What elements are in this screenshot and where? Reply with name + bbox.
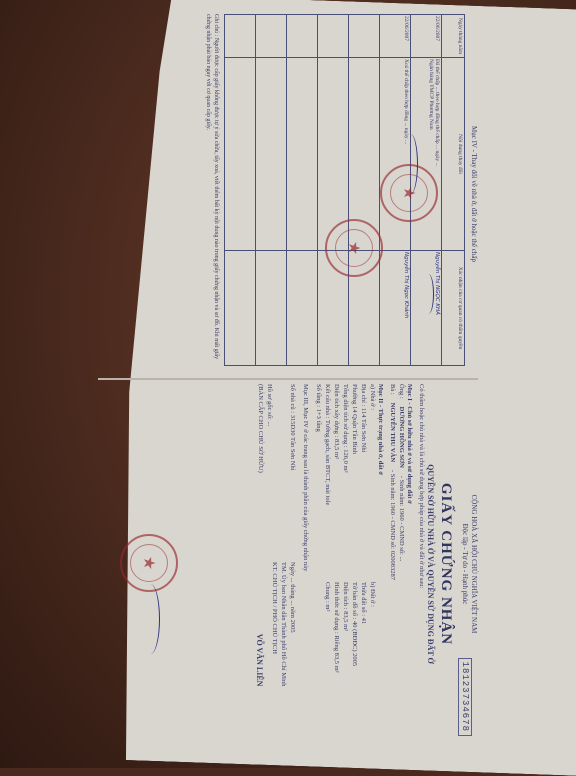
empty-cell [225, 58, 256, 251]
house-heading: a) Nhà ở : [369, 384, 376, 410]
row1-date: 22/06/2007 [411, 15, 442, 58]
records-column [255, 384, 297, 554]
owner2-row [388, 384, 397, 744]
footnote: Ghi chú : Người được cấp giấy không được tự ý sửa chữa, tẩy xoá, viết thêm bất kỳ nội dung nào trong giấy chứng nhận và sơ đồ. Khi mất giấy chứng nhận phải báo ngay với cơ quan cấp giấy. [205, 14, 219, 360]
empty-cell [349, 15, 380, 58]
certificate-spread [98, 14, 478, 754]
row2-officer: Nguyễn Thị Ngọc Khánh [380, 251, 411, 366]
land-column [314, 582, 377, 673]
land-area: Diện tích : 83,5 m² [342, 582, 349, 632]
col-date-header: Ngày tháng năm [442, 15, 465, 58]
empty-cell [287, 15, 318, 58]
signer-name: VÕ VĂN LIÊN [255, 633, 264, 687]
owner1-info: - Sinh năm: 1960 - CMND số: ... [398, 475, 405, 562]
registry-number: Hồ sơ gốc số: ... [266, 384, 273, 427]
signature [403, 134, 418, 194]
col-confirm-header: Xác nhận của cơ quan có thẩm quyền [442, 251, 465, 366]
issuing-authority: TM. Ủy ban Nhân dân Thành phố Hồ Chí Minh [280, 562, 287, 687]
issue-date: Ngày ... tháng ... năm 2005 [289, 562, 296, 633]
motto: Độc lập - Tự do - Hạnh phúc [461, 523, 469, 605]
row1-content-text: Đã thế chấp ... theo hợp đồng thế chấp ... ngày ... [434, 59, 440, 167]
floor-count: Số tầng : 1+3 tầng [315, 384, 322, 432]
status-columns [314, 384, 377, 744]
owner2-label: Bà : [389, 384, 396, 395]
house-column [314, 384, 377, 574]
page-fold [98, 378, 478, 380]
intro-text: Có thẩm hoặc chủ nhà và là chủ sử dụng hợp pháp của nhà ở và đất ở như sau: [418, 384, 425, 589]
col-content-header: Nội dung thay đổi [442, 58, 465, 251]
old-house-number: Số nhà cũ : 315D30 Tân Sơn Nhì [289, 384, 296, 471]
copy-note: (BẢN CẤP CHO CHỦ SỞ HỮU) [257, 384, 264, 473]
signature-block [255, 562, 297, 686]
empty-cell [256, 15, 287, 58]
row1-officer: Nguyễn Thị NGỌC KHÁ [411, 251, 442, 366]
empty-cell [287, 251, 318, 366]
structure: Kết cấu nhà : Tường gạch, sàn BTCT, mái tole [324, 384, 331, 506]
owners-section-title: Mục I - Chủ sở hữu nhà ở và sử dụng đất ở [406, 384, 413, 504]
row2-content: Xoá thế chấp theo hợp đồng ... ngày ... [380, 58, 411, 251]
certificate-page [98, 384, 478, 744]
empty-cell [318, 15, 349, 58]
empty-cell [225, 251, 256, 366]
parcel-number: Thửa đất số : 41 [360, 582, 367, 625]
star-icon: ★ [400, 185, 417, 201]
authority-role: KT. CHỦ TỊCH / PHÓ CHỦ TỊCH [271, 562, 278, 654]
empty-cell [287, 58, 318, 251]
signature [141, 584, 160, 654]
owner2-info: - Sinh năm: 1960 - CMND số: 020083287 [389, 470, 396, 580]
serial-number: 18123734678 [458, 658, 472, 736]
row2-date: 22/06/2007 [380, 15, 411, 58]
total-floor-area: Tổng diện tích sử dụng : 126,0 m² [342, 384, 349, 473]
empty-cell [256, 251, 287, 366]
ward: Phường 14 Quận Tân Bình [351, 384, 358, 455]
address: Địa chỉ : 114 Tân Sơn Nhì [360, 384, 367, 453]
owner1-row [397, 384, 406, 744]
certificate-title: GIẤY CHỨNG NHẬN [438, 482, 454, 646]
building-area: Diện tích xây dựng : 83,5 m² [333, 384, 340, 459]
land-heading: b) Đất ở : [369, 582, 376, 607]
owner2-name: NGUYỄN THU VÂN [389, 402, 396, 463]
row1-bank: Ngân hàng TMCP Phương Nam [428, 59, 434, 130]
official-stamp [325, 219, 383, 277]
owner1-label: Ông : [398, 384, 405, 399]
country-header: CỘNG HOÀ XÃ HỘI CHỦ NGHĨA VIỆT NAM [470, 494, 478, 634]
shared-area: Chung : m² [324, 582, 331, 612]
empty-cell [256, 58, 287, 251]
map-sheet: Tờ bản đồ số : 40 (BĐĐC) 2005 [351, 582, 358, 667]
empty-cell [225, 15, 256, 58]
certificate-subtitle: QUYỀN SỞ HỮU NHÀ Ở VÀ QUYỀN SỬ DỤNG ĐẤT Ở [426, 464, 435, 664]
amendments-page [98, 14, 478, 374]
signature [423, 274, 434, 314]
star-icon: ★ [140, 555, 157, 571]
footer-row [255, 384, 297, 744]
use-form: Hình thức sử dụng : Riêng 83,5 m² [333, 582, 340, 673]
amendments-title: Mục IV - Thay đổi về nhà ở, đất ở hoặc thế chấp [470, 125, 478, 263]
owner1-name: DƯƠNG HỒNG SƠN [398, 406, 405, 468]
certificate-note: Mục III, Mục IV ở các trang sau là thành phần của giấy chứng nhận này [302, 384, 309, 572]
status-section-title: Mục II - Thực trạng nhà ở, đất ở [377, 384, 384, 475]
star-icon: ★ [345, 240, 362, 256]
